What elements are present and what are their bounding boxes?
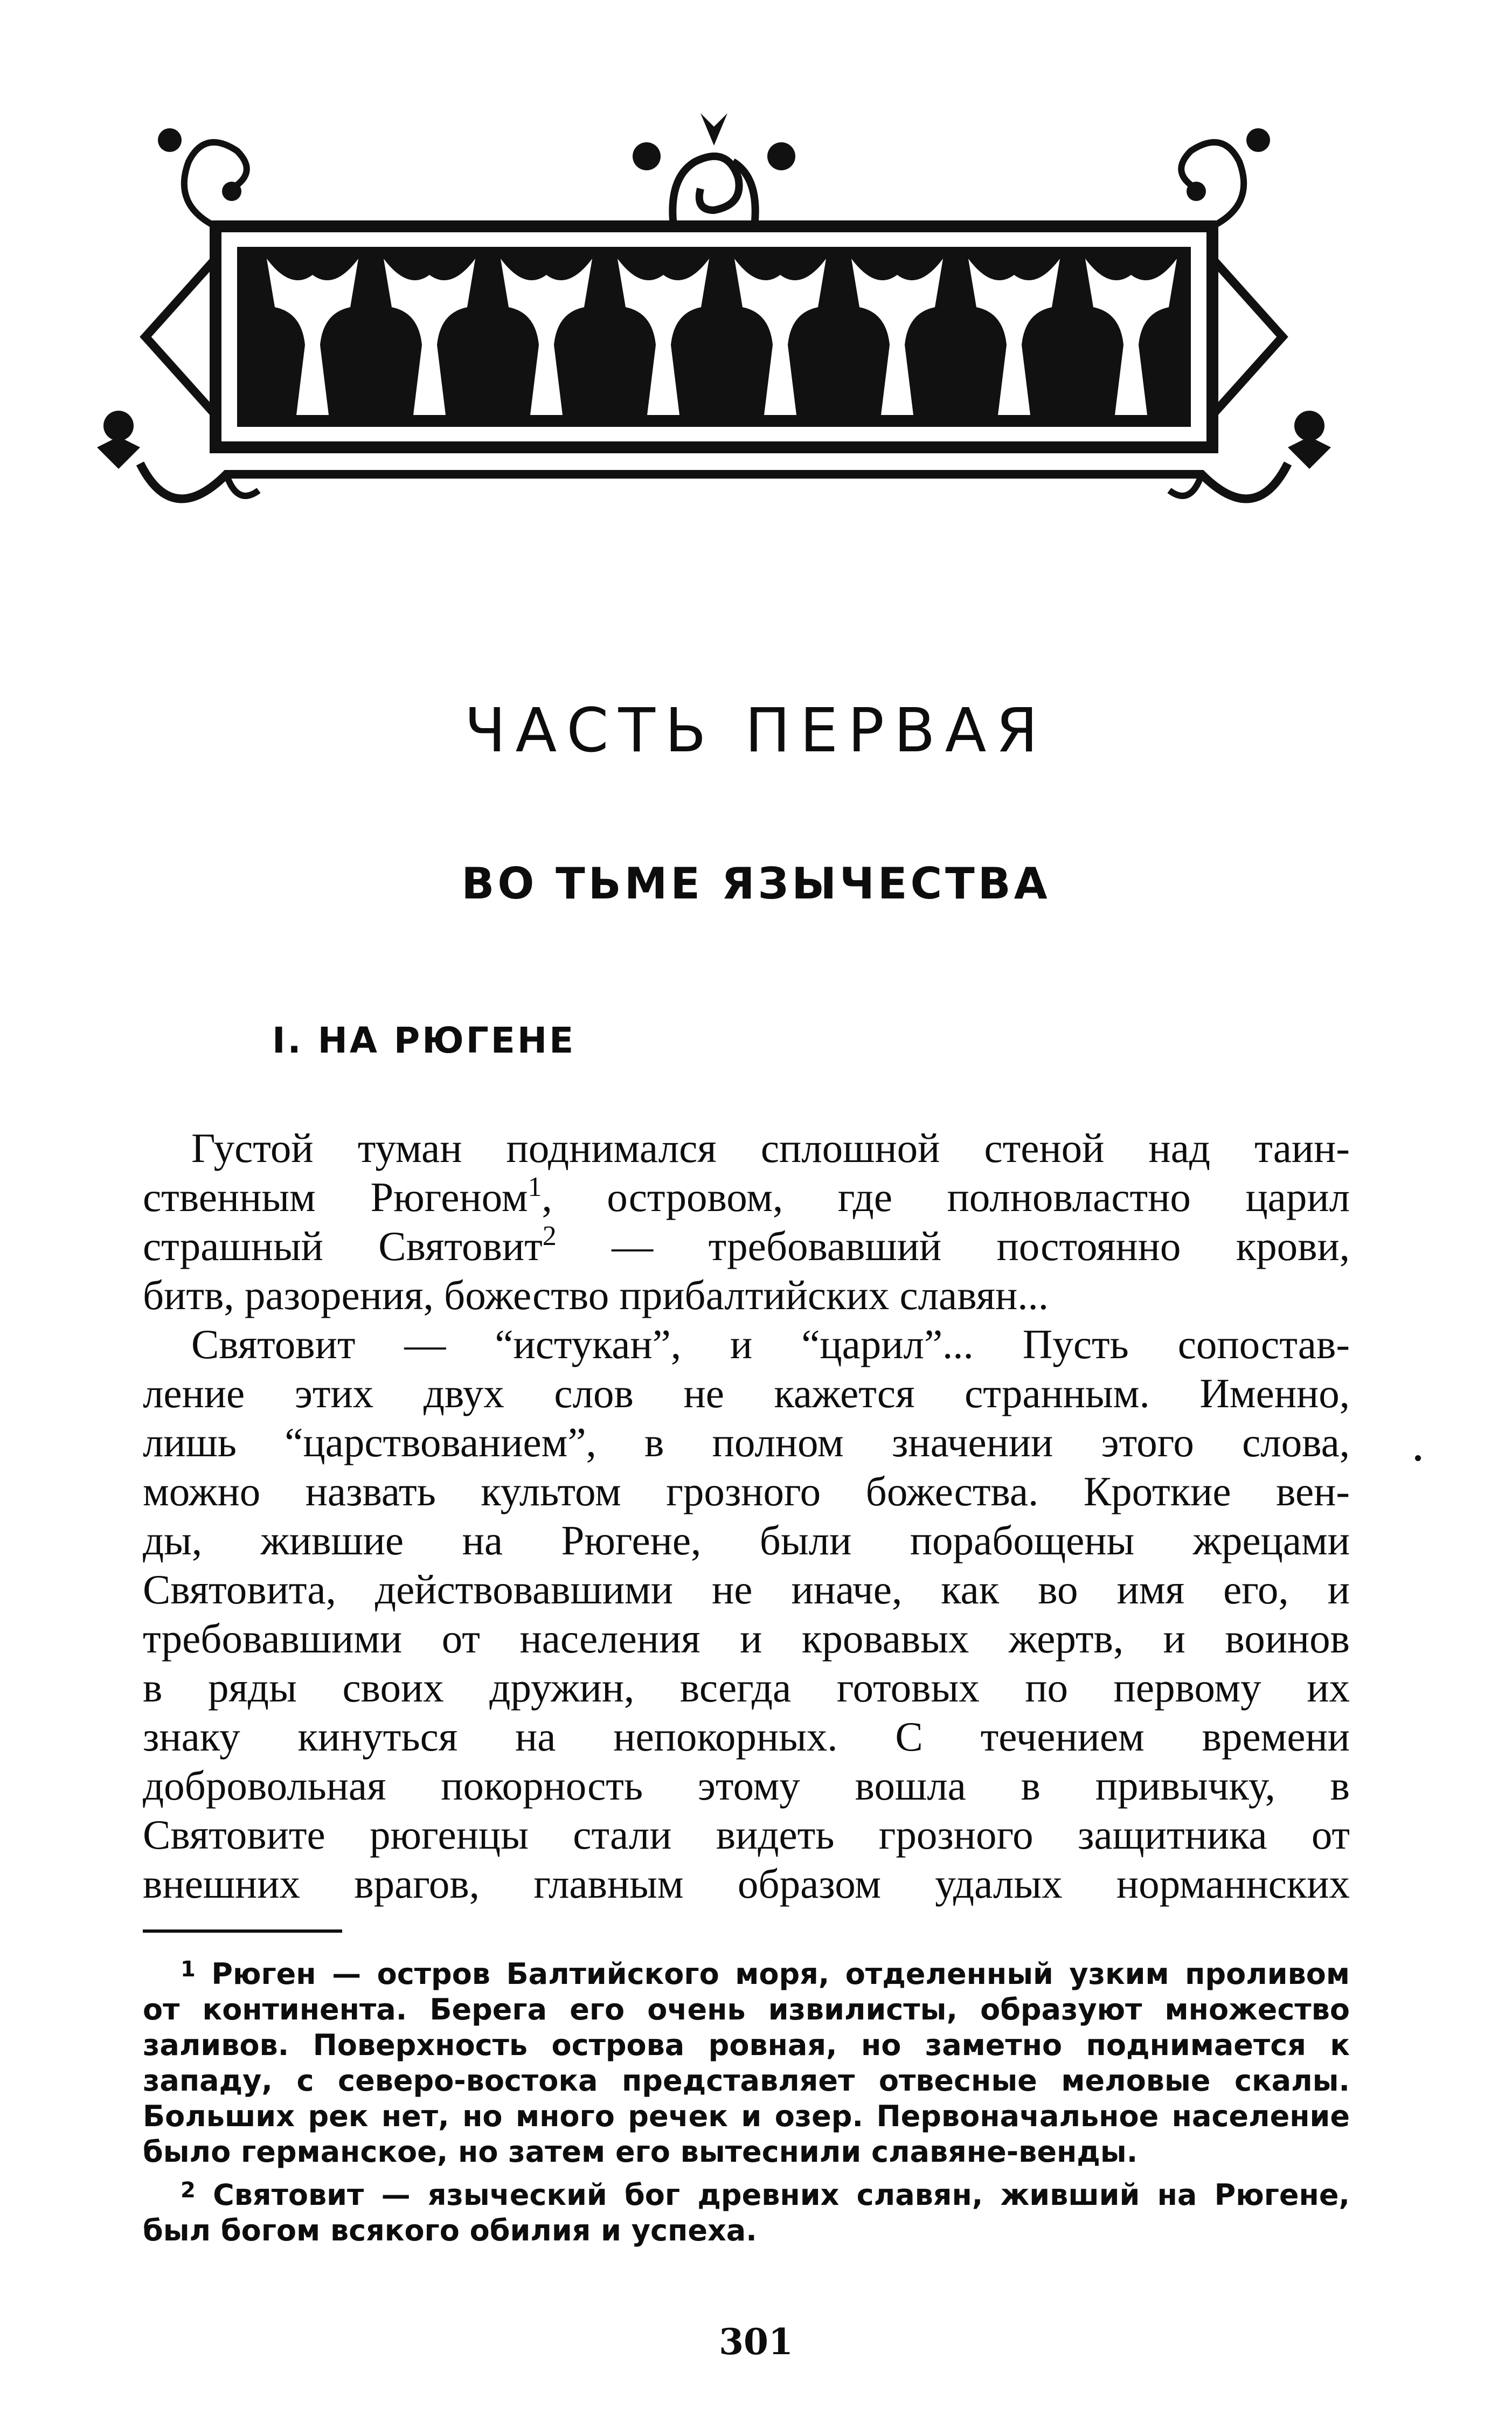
- footnote-1: [143, 1956, 1350, 2170]
- footnote-line: западу, с северо-востока представляет отвесные меловые скалы.: [143, 2064, 1350, 2098]
- text-line: в ряды своих дружин, всегда готовых по первому их: [143, 1664, 1350, 1711]
- text-line: битв, разорения, божество прибалтийских славян...: [143, 1272, 1049, 1318]
- part-title: ЧАСТЬ ПЕРВАЯ: [464, 696, 1048, 766]
- footnote-line: заливов. Поверхность острова ровная, но заметно поднимается к: [143, 2028, 1350, 2062]
- text-line: лишь “царствованием”, в полном значении этого слова,: [143, 1419, 1350, 1465]
- text-line: требовавшими от населения и кровавых жертв, и воинов: [143, 1615, 1350, 1662]
- footnote-line: $^1$ Рюген — остров Балтийского моря, отделенный узким проливом: [181, 1957, 1350, 1991]
- text-line: Святовите рюгенцы стали видеть грозного защитника от: [143, 1811, 1350, 1858]
- text-line: Святовита, действовавшими не иначе, как во имя его, и: [143, 1566, 1350, 1613]
- paragraph-2: [143, 1320, 1350, 1908]
- footnote-line: от континента. Берега его очень извилисты, образуют множество: [143, 1993, 1350, 2026]
- text-line: ление этих двух слов не кажется странным. Именно,: [143, 1370, 1350, 1416]
- text-line: можно назвать культом грозного божества. Кроткие вен-: [143, 1468, 1350, 1514]
- page-number: 301: [719, 2321, 793, 2363]
- footnote-ref-1: 1: [528, 1172, 542, 1202]
- footnote-line: $^2$ Святовит — языческий бог древних славян, живший на Рюгене,: [181, 2178, 1350, 2212]
- footnote-mark: 1: [181, 1957, 196, 1982]
- text-line: Густой туман поднимался сплошной стеной над таин-: [191, 1125, 1350, 1171]
- text-line: страшный Святовит$^2$ — требовавший постоянно крови,: [143, 1221, 1350, 1269]
- footnote-rule: [143, 1929, 342, 1933]
- text-line: Святовит — “истукан”, и “царил”... Пусть сопостав-: [191, 1321, 1350, 1367]
- footnote-ref-2: 2: [542, 1221, 557, 1251]
- section-title: ВО ТЬМЕ ЯЗЫЧЕСТВА: [461, 859, 1051, 909]
- chapter-title: I. НА РЮГЕНЕ: [272, 1020, 576, 1061]
- footnote-line: Больших рек нет, но много речек и озер. Первоначальное население: [143, 2099, 1350, 2133]
- text-line: знаку кинуться на непокорных. С течением времени: [143, 1713, 1350, 1760]
- text-line: внешних врагов, главным образом удалых норманнских: [143, 1860, 1350, 1907]
- footnote-line: был богом всякого обилия и успеха.: [143, 2214, 757, 2247]
- footnotes: [143, 1956, 1350, 2256]
- text-line: ственным Рюгеном$^1$, островом, где полновластно царил: [143, 1172, 1350, 1220]
- footnote-2: [143, 2177, 1350, 2249]
- footnote-mark: 2: [181, 2178, 196, 2203]
- body-text: [143, 1124, 1350, 1908]
- paragraph-1: [143, 1124, 1350, 1320]
- footnote-line: было германское, но затем его вытеснили славяне-венды.: [143, 2135, 1138, 2169]
- text-line: ды, жившие на Рюгене, были порабощены жрецами: [143, 1517, 1350, 1564]
- decorative-headpiece-icon: [65, 97, 1358, 555]
- text-line: добровольная покорность этому вошла в привычку, в: [143, 1762, 1350, 1809]
- stray-mark: [1415, 1455, 1421, 1461]
